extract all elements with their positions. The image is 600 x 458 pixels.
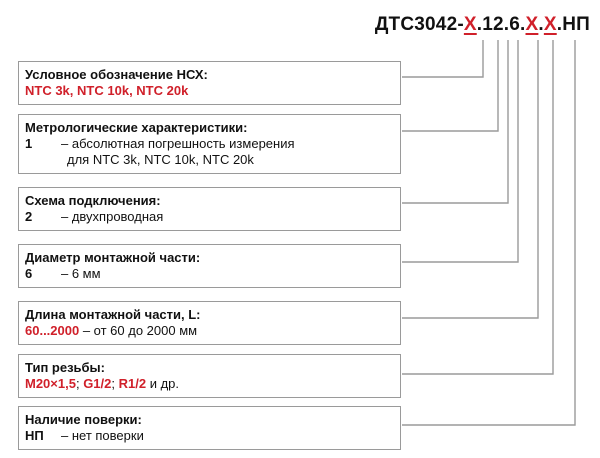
diameter-desc: – 6 мм: [61, 266, 101, 281]
designation-seg-5: X: [543, 14, 557, 35]
scheme-title: Схема подключения:: [25, 193, 161, 208]
verify-title: Наличие поверки:: [25, 412, 142, 427]
designation-seg-3: X: [525, 14, 539, 35]
metro-row: [25, 136, 394, 152]
box-length: [18, 301, 401, 345]
connector-nsx: [402, 40, 483, 77]
box-scheme: [18, 187, 401, 231]
nsx-sep-1: ,: [69, 83, 78, 98]
designation-seg-1: X: [463, 14, 477, 35]
nsx-sep-2: ,: [129, 83, 137, 98]
nsx-value-1: NTC 3k: [25, 83, 70, 98]
connector-thread: [402, 40, 553, 374]
metro-code: 1: [25, 136, 33, 151]
box-nsx: [18, 61, 401, 105]
thread-row: [25, 376, 394, 392]
connector-verify: [402, 40, 575, 425]
designation-seg-2: .12.6.: [476, 14, 526, 35]
nsx-value-2: NTC 10k: [77, 83, 130, 98]
thread-value-1: M20×1,5: [25, 376, 76, 391]
thread-value-3: R1/2: [118, 376, 147, 391]
thread-sep-2: ;: [111, 376, 119, 391]
thread-value-2: G1/2: [83, 376, 112, 391]
diameter-row: [25, 266, 394, 282]
box-verification: [18, 406, 401, 450]
verify-row: [25, 428, 394, 444]
length-title: Длина монтажной части, L:: [25, 307, 201, 322]
verify-code: НП: [25, 428, 44, 443]
designation-prefix: ДТС3042-: [374, 14, 464, 35]
box-diameter: [18, 244, 401, 288]
length-desc: – от 60 до 2000 мм: [79, 323, 198, 338]
connector-scheme: [402, 40, 508, 203]
scheme-desc: – двухпроводная: [61, 209, 164, 224]
diameter-title: Диаметр монтажной части:: [25, 250, 201, 265]
diameter-code: 6: [25, 266, 33, 281]
designation-seg-4: .: [538, 14, 544, 35]
verify-desc: – нет поверки: [61, 428, 144, 443]
box-metrology: [18, 114, 401, 174]
nsx-values: [25, 83, 394, 99]
thread-title: Тип резьбы:: [25, 360, 105, 375]
thread-tail: и др.: [146, 376, 179, 391]
metro-line1: – абсолютная погрешность измерения: [61, 136, 295, 151]
nsx-title: Условное обозначение НСХ:: [25, 67, 208, 82]
scheme-code: 2: [25, 209, 33, 224]
box-thread: [18, 354, 401, 398]
connector-diameter: [402, 40, 518, 262]
length-code: 60...2000: [25, 323, 80, 338]
designation-seg-6: .НП: [556, 14, 590, 35]
length-row: [25, 323, 394, 339]
metro-title: Метрологические характеристики:: [25, 120, 248, 135]
thread-sep-1: ;: [75, 376, 84, 391]
scheme-row: [25, 209, 394, 225]
metro-line2: для NTC 3k, NTC 10k, NTC 20k: [67, 152, 254, 167]
nsx-value-3: NTC 20k: [136, 83, 189, 98]
